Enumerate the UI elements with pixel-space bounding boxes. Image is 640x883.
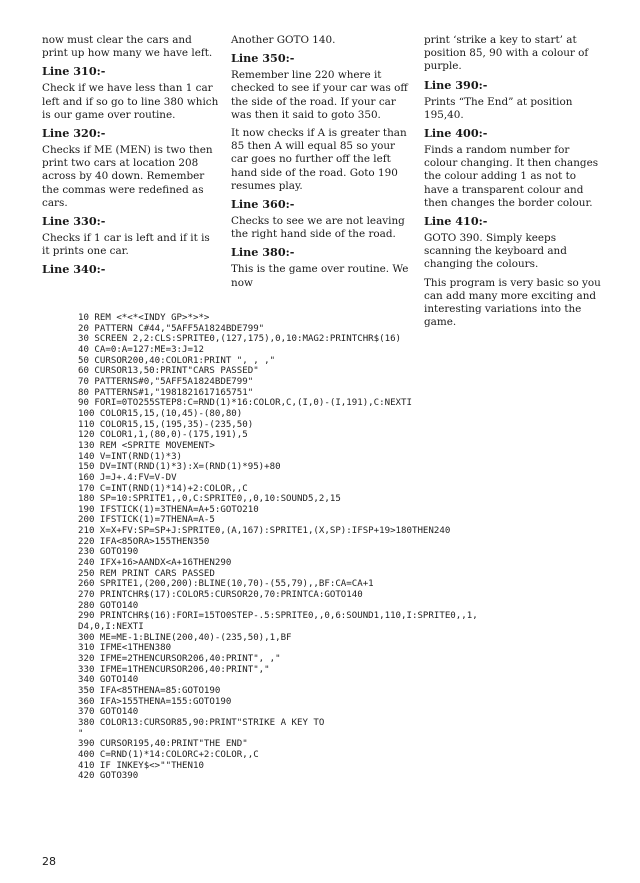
paragraph: Checks if 1 car is left and if it is it prints one car. [42,232,210,258]
line-heading: Line 360:- [231,197,295,212]
text-column-3 [424,34,602,334]
code-line: 170 C=INT(RND(1)*14)+2:COLOR,,C [78,483,248,494]
code-line: " [78,728,84,739]
code-line: 270 PRINTCHR$(17):COLOR5:CURSOR20,70:PRINTCA:GOTO140 [78,590,363,601]
code-line: 410 IF INKEY$<>""THEN10 [78,760,204,771]
code-line: 210 X=X+FV:SP=SP+J:SPRITE0,(A,167):SPRITE1,(X,SP):IFSP+19>180THEN240 [78,526,451,537]
line-heading: Line 320:- [42,126,106,141]
code-line: 290 PRINTCHR$(16):FORI=15TO0STEP-.5:SPRITE0,,0,6:SOUND1,110,I:SPRITE0,,1, [78,611,478,622]
paragraph: Finds a random number for colour changing. It then changes the colour adding 1 as not to have a transparent colour and then changes the border colour. [424,144,599,209]
code-line: 140 V=INT(RND(1)*3) [78,451,183,462]
code-line: 250 REM PRINT CARS PASSED [78,568,215,579]
code-line: 70 PATTERNS#0,"5AFF5A1824BDE799" [78,376,254,387]
paragraph: Check if we have less than 1 car left and if so go to line 380 which is our game over routine. [42,82,219,121]
code-line: 120 COLOR1,1,(80,0)-(175,191),5 [78,430,248,441]
code-line: 190 IFSTICK(1)=3THENA=A+5:GOTO210 [78,504,259,515]
code-line: 280 GOTO140 [78,600,139,611]
code-line: 240 IFX+16>AANDX<A+16THEN290 [78,558,232,569]
text-column-1 [42,34,219,280]
line-heading: Line 390:- [424,77,488,92]
code-line: 360 IFA>155THENA=155:GOTO190 [78,696,232,707]
paragraph: This program is very basic so you can add many more exciting and interesting variations into the game. [424,276,601,329]
code-line: 320 IFME=2THENCURSOR206,40:PRINT", ," [78,654,281,664]
line-heading: Line 340:- [42,262,106,277]
code-line: 160 J=J+.4:FV=V-DV [78,472,177,483]
code-line: 110 COLOR15,15,(195,35)-(235,50) [78,419,254,430]
paragraph: Another GOTO 140. [231,34,336,46]
code-line: 80 PATTERNS#1,"1981821617165751" [78,387,254,398]
code-line: 200 IFSTICK(1)=7THENA=A-5 [78,515,215,526]
code-line: 130 REM <SPRITE MOVEMENT> [78,440,215,451]
paragraph: now must clear the cars and print up how many we have left. [42,34,213,60]
code-line: 300 ME=ME-1:BLINE(200,40)-(235,50),1,BF [78,632,292,643]
code-line: 180 SP=10:SPRITE1,,0,C:SPRITE0,,0,10:SOUND5,2,15 [78,494,341,505]
code-line: 310 IFME<1THEN380 [78,643,172,654]
code-line: 350 IFA<85THENA=85:GOTO190 [78,685,221,696]
paragraph: print ‘strike a key to start’ at position 85, 90 with a colour of purple. [424,34,589,73]
code-line: 30 SCREEN 2,2:CLS:SPRITE0,(127,175),0,10:MAG2:PRINTCHR$(16) [78,334,402,345]
code-line: 380 COLOR13:CURSOR85,90:PRINT"STRIKE A KEY TO [78,717,325,728]
paragraph: It now checks if A is greater than 85 then A will equal 85 so your car goes no further off the left hand side of the road. Goto 190 resumes play. [231,127,407,192]
code-line: 40 CA=0:A=127:ME=3:J=12 [78,344,204,355]
code-line: 60 CURSOR13,50:PRINT"CARS PASSED" [78,366,259,377]
basic-program-listing [78,313,578,782]
paragraph: Remember line 220 where it checked to see if your car was off the side of the road. If your car was then it said to goto 350. [231,69,408,121]
code-line: 230 GOTO190 [78,547,139,558]
paragraph: This is the game over routine. We now [231,263,409,289]
page-number: 28 [42,855,56,868]
code-line: 330 IFME=1THENCURSOR206,40:PRINT"," [78,664,270,675]
code-line: 420 GOTO390 [78,771,139,782]
line-heading: Line 410:- [424,214,488,229]
code-line: 390 CURSOR195,40:PRINT"THE END" [78,739,248,750]
code-line: 220 IFA<85ORA>155THEN350 [78,536,210,547]
line-heading: Line 310:- [42,64,106,79]
code-line: 10 REM <*<*<INDY GP>*>*> [78,313,210,323]
code-line: 50 CURSOR200,40:COLOR1:PRINT ", , ," [78,355,276,366]
code-line: 340 GOTO140 [78,675,139,686]
code-line: D4,0,I:NEXTI [78,622,144,633]
line-heading: Line 330:- [42,214,106,229]
code-line: 150 DV=INT(RND(1)*3):X=(RND(1)*95)+80 [78,462,281,473]
code-line: 370 GOTO140 [78,707,139,718]
paragraph: Prints “The End” at position 195,40. [424,95,573,121]
code-line: 100 COLOR15,15,(10,45)-(80,80) [78,408,243,419]
code-line: 90 FORI=0TO255STEP8:C=RND(1)*16:COLOR,C,(I,0)-(I,191),C:NEXTI [78,398,412,409]
code-line: 20 PATTERN C#44,"5AFF5A1824BDE799" [78,323,265,334]
line-heading: Line 380:- [231,245,295,260]
line-heading: Line 400:- [424,126,488,141]
code-line: 260 SPRITE1,(200,200):BLINE(10,70)-(55,79),,BF:CA=CA+1 [78,579,374,590]
code-line: 400 C=RND(1)*14:COLORC+2:COLOR,,C [78,749,259,760]
paragraph: GOTO 390. Simply keeps scanning the keyboard and changing the colours. [424,232,567,271]
paragraph: Checks if ME (MEN) is two then print two cars at location 208 across by 40 down. Remember the commas were redefined as cars. [42,144,213,209]
text-column-2 [231,34,411,295]
line-heading: Line 350:- [231,51,295,66]
paragraph: Checks to see we are not leaving the right hand side of the road. [231,215,405,241]
